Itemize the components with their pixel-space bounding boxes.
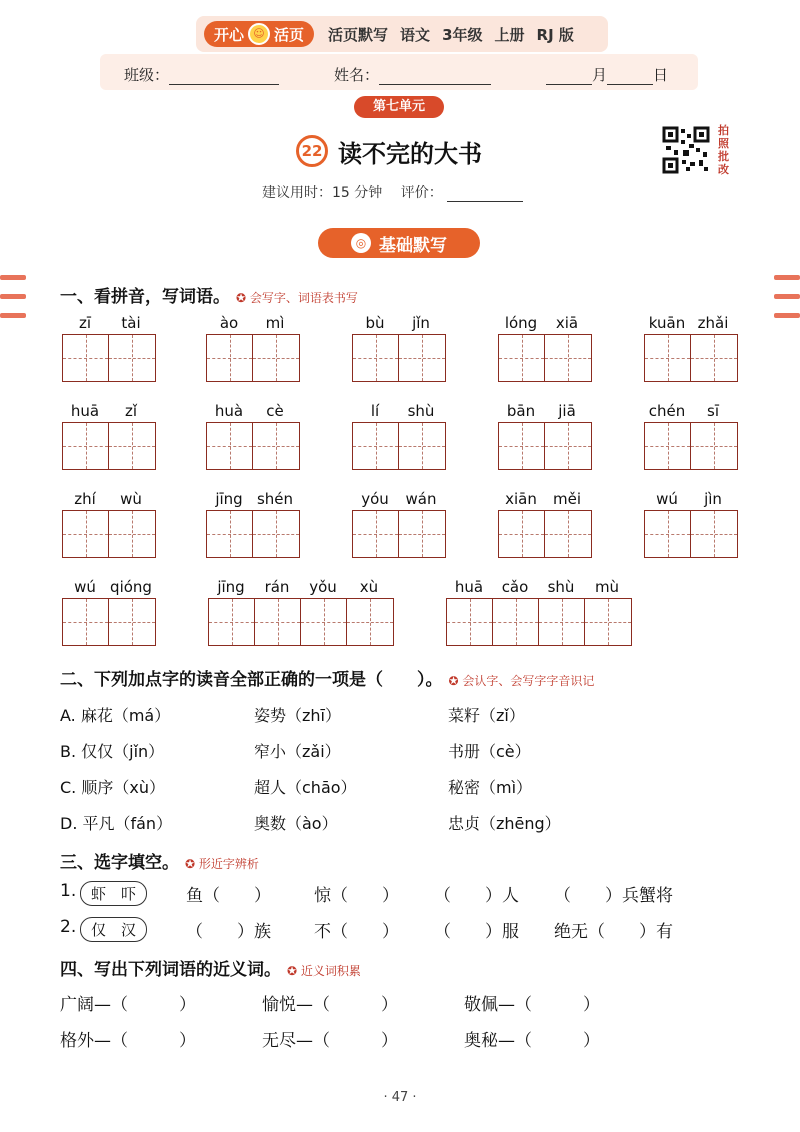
writing-box[interactable]: [207, 423, 253, 469]
pinyin-row: [446, 578, 632, 598]
q4-item-3[interactable]: 敬佩—（ ）: [464, 995, 600, 1015]
q2-note: 会认字、会写字字音识记: [462, 674, 595, 688]
word-group: [352, 490, 446, 558]
writing-box[interactable]: [109, 599, 155, 645]
writing-box[interactable]: [353, 511, 399, 557]
writing-box[interactable]: [255, 599, 301, 645]
word-group: [352, 402, 446, 470]
pinyin-syllable: huà: [214, 402, 244, 420]
word-group: [644, 314, 738, 382]
q3-heading: [60, 848, 259, 873]
pinyin-syllable: jìn: [704, 490, 722, 508]
brand-left: 开心: [214, 25, 245, 44]
q3-row-1-item-1[interactable]: 鱼（ ）: [186, 886, 271, 906]
pinyin-syllable: xù: [359, 578, 379, 596]
pinyin-syllable: chén: [648, 402, 686, 420]
pinyin-syllable: bān: [506, 402, 536, 420]
writing-box[interactable]: [645, 511, 691, 557]
writing-box[interactable]: [63, 511, 109, 557]
grade: 3年级: [442, 25, 483, 44]
writing-box[interactable]: [399, 423, 445, 469]
pinyin-syllable: kuān: [648, 314, 686, 332]
writing-box[interactable]: [499, 335, 545, 381]
writing-box[interactable]: [109, 335, 155, 381]
writing-box[interactable]: [545, 335, 591, 381]
q3-row-2-choices: 仅 汉: [80, 917, 147, 942]
q2-c-3: 秘密（mì）: [448, 778, 533, 797]
q3-row-1-item-2[interactable]: 惊（ ）: [314, 886, 399, 906]
pinyin-syllable: jīng: [215, 490, 243, 508]
pinyin-row: [62, 402, 156, 422]
eval-label: 评价：: [400, 185, 443, 201]
q2-d-2: 奥数（ào）: [254, 814, 338, 833]
writing-box[interactable]: [691, 423, 737, 469]
pinyin-row: [206, 490, 300, 510]
writing-boxes: [498, 334, 592, 382]
word-group: [498, 402, 592, 470]
q3-row-1-choices: 虾 吓: [80, 881, 147, 906]
writing-box[interactable]: [353, 423, 399, 469]
brand-logo: [204, 21, 314, 47]
word-group: [206, 402, 300, 470]
pinyin-row: [498, 314, 592, 334]
name-field[interactable]: [334, 64, 491, 85]
pinyin-syllable: jǐn: [412, 314, 430, 332]
lesson-title: [296, 134, 482, 168]
pinyin-syllable: zǐ: [124, 402, 138, 420]
word-group: [206, 490, 300, 558]
writing-box[interactable]: [207, 511, 253, 557]
writing-boxes: [352, 334, 446, 382]
gear-icon: ✪: [448, 674, 463, 688]
pinyin-syllable: xiā: [555, 314, 579, 332]
pinyin-row: [644, 314, 738, 334]
suggest-time: 建议用时：15 分钟: [262, 185, 383, 201]
pinyin-syllable: mù: [594, 578, 620, 596]
q2-a-3: 菜籽（zǐ）: [448, 706, 525, 725]
q2-d-3: 忠贞（zhēng）: [448, 814, 561, 833]
date-field[interactable]: [546, 64, 668, 85]
pinyin-syllable: xiān: [505, 490, 537, 508]
q1-heading-text: 一、看拼音，写词语。: [60, 287, 230, 307]
q2-c-2: 超人（chāo）: [254, 778, 357, 797]
q3-row-2-item-3[interactable]: （ ）服: [434, 922, 519, 942]
word-group: [208, 578, 394, 646]
volume: 上册: [494, 25, 525, 44]
lesson-name: 读不完的大书: [338, 138, 482, 168]
q4-item-2[interactable]: 愉悦—（ ）: [262, 995, 398, 1015]
writing-box[interactable]: [109, 423, 155, 469]
pinyin-syllable: shù: [407, 402, 435, 420]
writing-boxes: [644, 334, 738, 382]
q2-b-1: B. 仅仅（jǐn）: [60, 742, 165, 761]
qr-code-icon[interactable]: [662, 126, 710, 174]
writing-boxes: [352, 510, 446, 558]
pinyin-syllable: sī: [707, 402, 719, 420]
q4-item-5[interactable]: 无尽—（ ）: [262, 1031, 398, 1051]
writing-box[interactable]: [645, 423, 691, 469]
pinyin-row: [62, 578, 156, 598]
subject: 语文: [400, 25, 431, 44]
writing-boxes: [446, 598, 632, 646]
unit-badge: 第七单元: [354, 96, 444, 118]
word-group: [498, 314, 592, 382]
writing-box[interactable]: [585, 599, 631, 645]
word-group: [644, 490, 738, 558]
gear-icon: ✪: [287, 964, 301, 978]
word-group: [62, 402, 156, 470]
gear-icon: ✪: [185, 857, 199, 871]
edition: RJ 版: [536, 25, 574, 44]
search-icon: ◎: [351, 233, 371, 253]
pinyin-row: [352, 402, 446, 422]
q3-row-1-num: 1.: [60, 881, 77, 901]
writing-boxes: [644, 510, 738, 558]
pinyin-syllable: huā: [454, 578, 484, 596]
pinyin-syllable: rán: [264, 578, 290, 596]
writing-box[interactable]: [493, 599, 539, 645]
pinyin-row: [208, 578, 394, 598]
product-name: 活页默写: [328, 25, 389, 44]
pinyin-row: [644, 402, 738, 422]
class-field[interactable]: [124, 64, 279, 85]
pinyin-row: [62, 490, 156, 510]
pinyin-syllable: mì: [265, 314, 285, 332]
writing-boxes: [206, 422, 300, 470]
q3-row-1-item-3[interactable]: （ ）人: [434, 886, 519, 906]
q2-a-2: 姿势（zhī）: [254, 706, 341, 725]
writing-box[interactable]: [399, 511, 445, 557]
q1-note: 会写字、词语表书写: [249, 291, 358, 305]
writing-boxes: [62, 334, 156, 382]
pinyin-syllable: lí: [370, 402, 380, 420]
left-decor-lines: [0, 275, 26, 332]
pinyin-syllable: cè: [266, 402, 284, 420]
pinyin-row: [644, 490, 738, 510]
writing-boxes: [644, 422, 738, 470]
writing-box[interactable]: [499, 511, 545, 557]
writing-boxes: [498, 422, 592, 470]
q4-heading: [60, 955, 361, 980]
q3-row-2-item-4[interactable]: 绝无（ ）有: [554, 922, 673, 942]
student-info-bar: [100, 54, 698, 90]
word-group: [498, 490, 592, 558]
writing-box[interactable]: [539, 599, 585, 645]
writing-boxes: [206, 510, 300, 558]
pinyin-syllable: yóu: [361, 490, 389, 508]
brand-meta: [328, 24, 574, 45]
pinyin-syllable: tài: [121, 314, 141, 332]
writing-box[interactable]: [63, 599, 109, 645]
q2-heading: [60, 665, 594, 690]
pinyin-syllable: wú: [656, 490, 678, 508]
pinyin-syllable: zhí: [74, 490, 96, 508]
pinyin-syllable: wù: [120, 490, 142, 508]
writing-box[interactable]: [253, 511, 299, 557]
pinyin-row: [62, 314, 156, 334]
brand-bar: [196, 16, 608, 52]
writing-box[interactable]: [347, 599, 393, 645]
writing-box[interactable]: [691, 335, 737, 381]
q2-d-1: D. 平凡（fán）: [60, 814, 173, 833]
writing-box[interactable]: [545, 423, 591, 469]
right-decor-lines: [774, 275, 800, 332]
pinyin-syllable: jiā: [558, 402, 576, 420]
pinyin-syllable: ào: [219, 314, 239, 332]
pinyin-row: [498, 402, 592, 422]
pinyin-syllable: zhǎi: [697, 314, 729, 332]
q4-item-1[interactable]: 广阔—（ ）: [60, 995, 196, 1015]
pinyin-row: [206, 314, 300, 334]
q3-note: 形近字辨析: [198, 857, 259, 871]
writing-box[interactable]: [353, 335, 399, 381]
writing-box[interactable]: [253, 423, 299, 469]
writing-box[interactable]: [545, 511, 591, 557]
brand-smile-icon: ☺: [248, 23, 270, 45]
pinyin-row: [206, 402, 300, 422]
section-badge-label: 基础默写: [379, 235, 447, 256]
pinyin-syllable: wú: [74, 578, 96, 596]
pinyin-syllable: měi: [552, 490, 581, 508]
q1-heading: [60, 282, 358, 307]
word-group: [644, 402, 738, 470]
pinyin-syllable: lóng: [504, 314, 538, 332]
name-label: 姓名：: [334, 66, 380, 84]
word-group: [206, 314, 300, 382]
writing-box[interactable]: [207, 335, 253, 381]
q3-heading-text: 三、选字填空。: [60, 853, 179, 873]
q4-heading-text: 四、写出下列词语的近义词。: [60, 960, 281, 980]
writing-boxes: [62, 510, 156, 558]
q2-b-2: 窄小（zǎi）: [254, 742, 341, 761]
writing-boxes: [352, 422, 446, 470]
pinyin-row: [498, 490, 592, 510]
q2-b-3: 书册（cè）: [448, 742, 531, 761]
q4-note: 近义词积累: [300, 964, 361, 978]
eval-field[interactable]: [447, 186, 523, 202]
pinyin-syllable: wán: [405, 490, 437, 508]
writing-box[interactable]: [63, 423, 109, 469]
writing-box[interactable]: [301, 599, 347, 645]
pinyin-syllable: bù: [365, 314, 385, 332]
q3-row-1-item-4[interactable]: （ ）兵蟹将: [554, 886, 673, 906]
q4-item-4[interactable]: 格外—（ ）: [60, 1031, 196, 1051]
pinyin-row: [352, 314, 446, 334]
writing-box[interactable]: [109, 511, 155, 557]
writing-box[interactable]: [645, 335, 691, 381]
section-badge: [318, 228, 480, 258]
q2-heading-text: 二、下列加点字的读音全部正确的一项是（ ）。: [60, 670, 443, 690]
qr-side-text: 拍照批改: [718, 124, 729, 176]
pinyin-syllable: shén: [256, 490, 294, 508]
pinyin-syllable: cǎo: [501, 578, 529, 596]
pinyin-syllable: shù: [547, 578, 575, 596]
pinyin-row: [352, 490, 446, 510]
word-group: [352, 314, 446, 382]
brand-mid: 活页: [274, 25, 305, 44]
writing-box[interactable]: [691, 511, 737, 557]
lesson-number: 22: [296, 135, 328, 167]
writing-box[interactable]: [253, 335, 299, 381]
pinyin-syllable: huā: [70, 402, 100, 420]
q3-row-2-item-2[interactable]: 不（ ）: [314, 922, 399, 942]
word-group: [446, 578, 632, 646]
q3-row-2-num: 2.: [60, 917, 77, 937]
page-number: · 47 ·: [383, 1090, 417, 1105]
writing-box[interactable]: [399, 335, 445, 381]
q2-a-1: A. 麻花（má）: [60, 706, 171, 725]
gear-icon: ✪: [236, 291, 250, 305]
pinyin-syllable: jīng: [217, 578, 245, 596]
writing-boxes: [498, 510, 592, 558]
writing-boxes: [208, 598, 394, 646]
word-group: [62, 314, 156, 382]
writing-boxes: [62, 598, 156, 646]
month-label: 月: [592, 66, 608, 84]
word-group: [62, 490, 156, 558]
q3-row-2-item-1[interactable]: （ ）族: [186, 922, 271, 942]
writing-boxes: [62, 422, 156, 470]
writing-box[interactable]: [209, 599, 255, 645]
word-group: [62, 578, 156, 646]
writing-box[interactable]: [63, 335, 109, 381]
writing-box[interactable]: [499, 423, 545, 469]
suggest-line: [262, 182, 523, 202]
q2-c-1: C. 顺序（xù）: [60, 778, 165, 797]
class-label: 班级：: [124, 66, 170, 84]
pinyin-syllable: yǒu: [309, 578, 337, 596]
pinyin-syllable: zī: [78, 314, 92, 332]
writing-box[interactable]: [447, 599, 493, 645]
q4-item-6[interactable]: 奥秘—（ ）: [464, 1031, 600, 1051]
pinyin-syllable: qióng: [110, 578, 152, 596]
day-label: 日: [653, 66, 669, 84]
writing-boxes: [206, 334, 300, 382]
